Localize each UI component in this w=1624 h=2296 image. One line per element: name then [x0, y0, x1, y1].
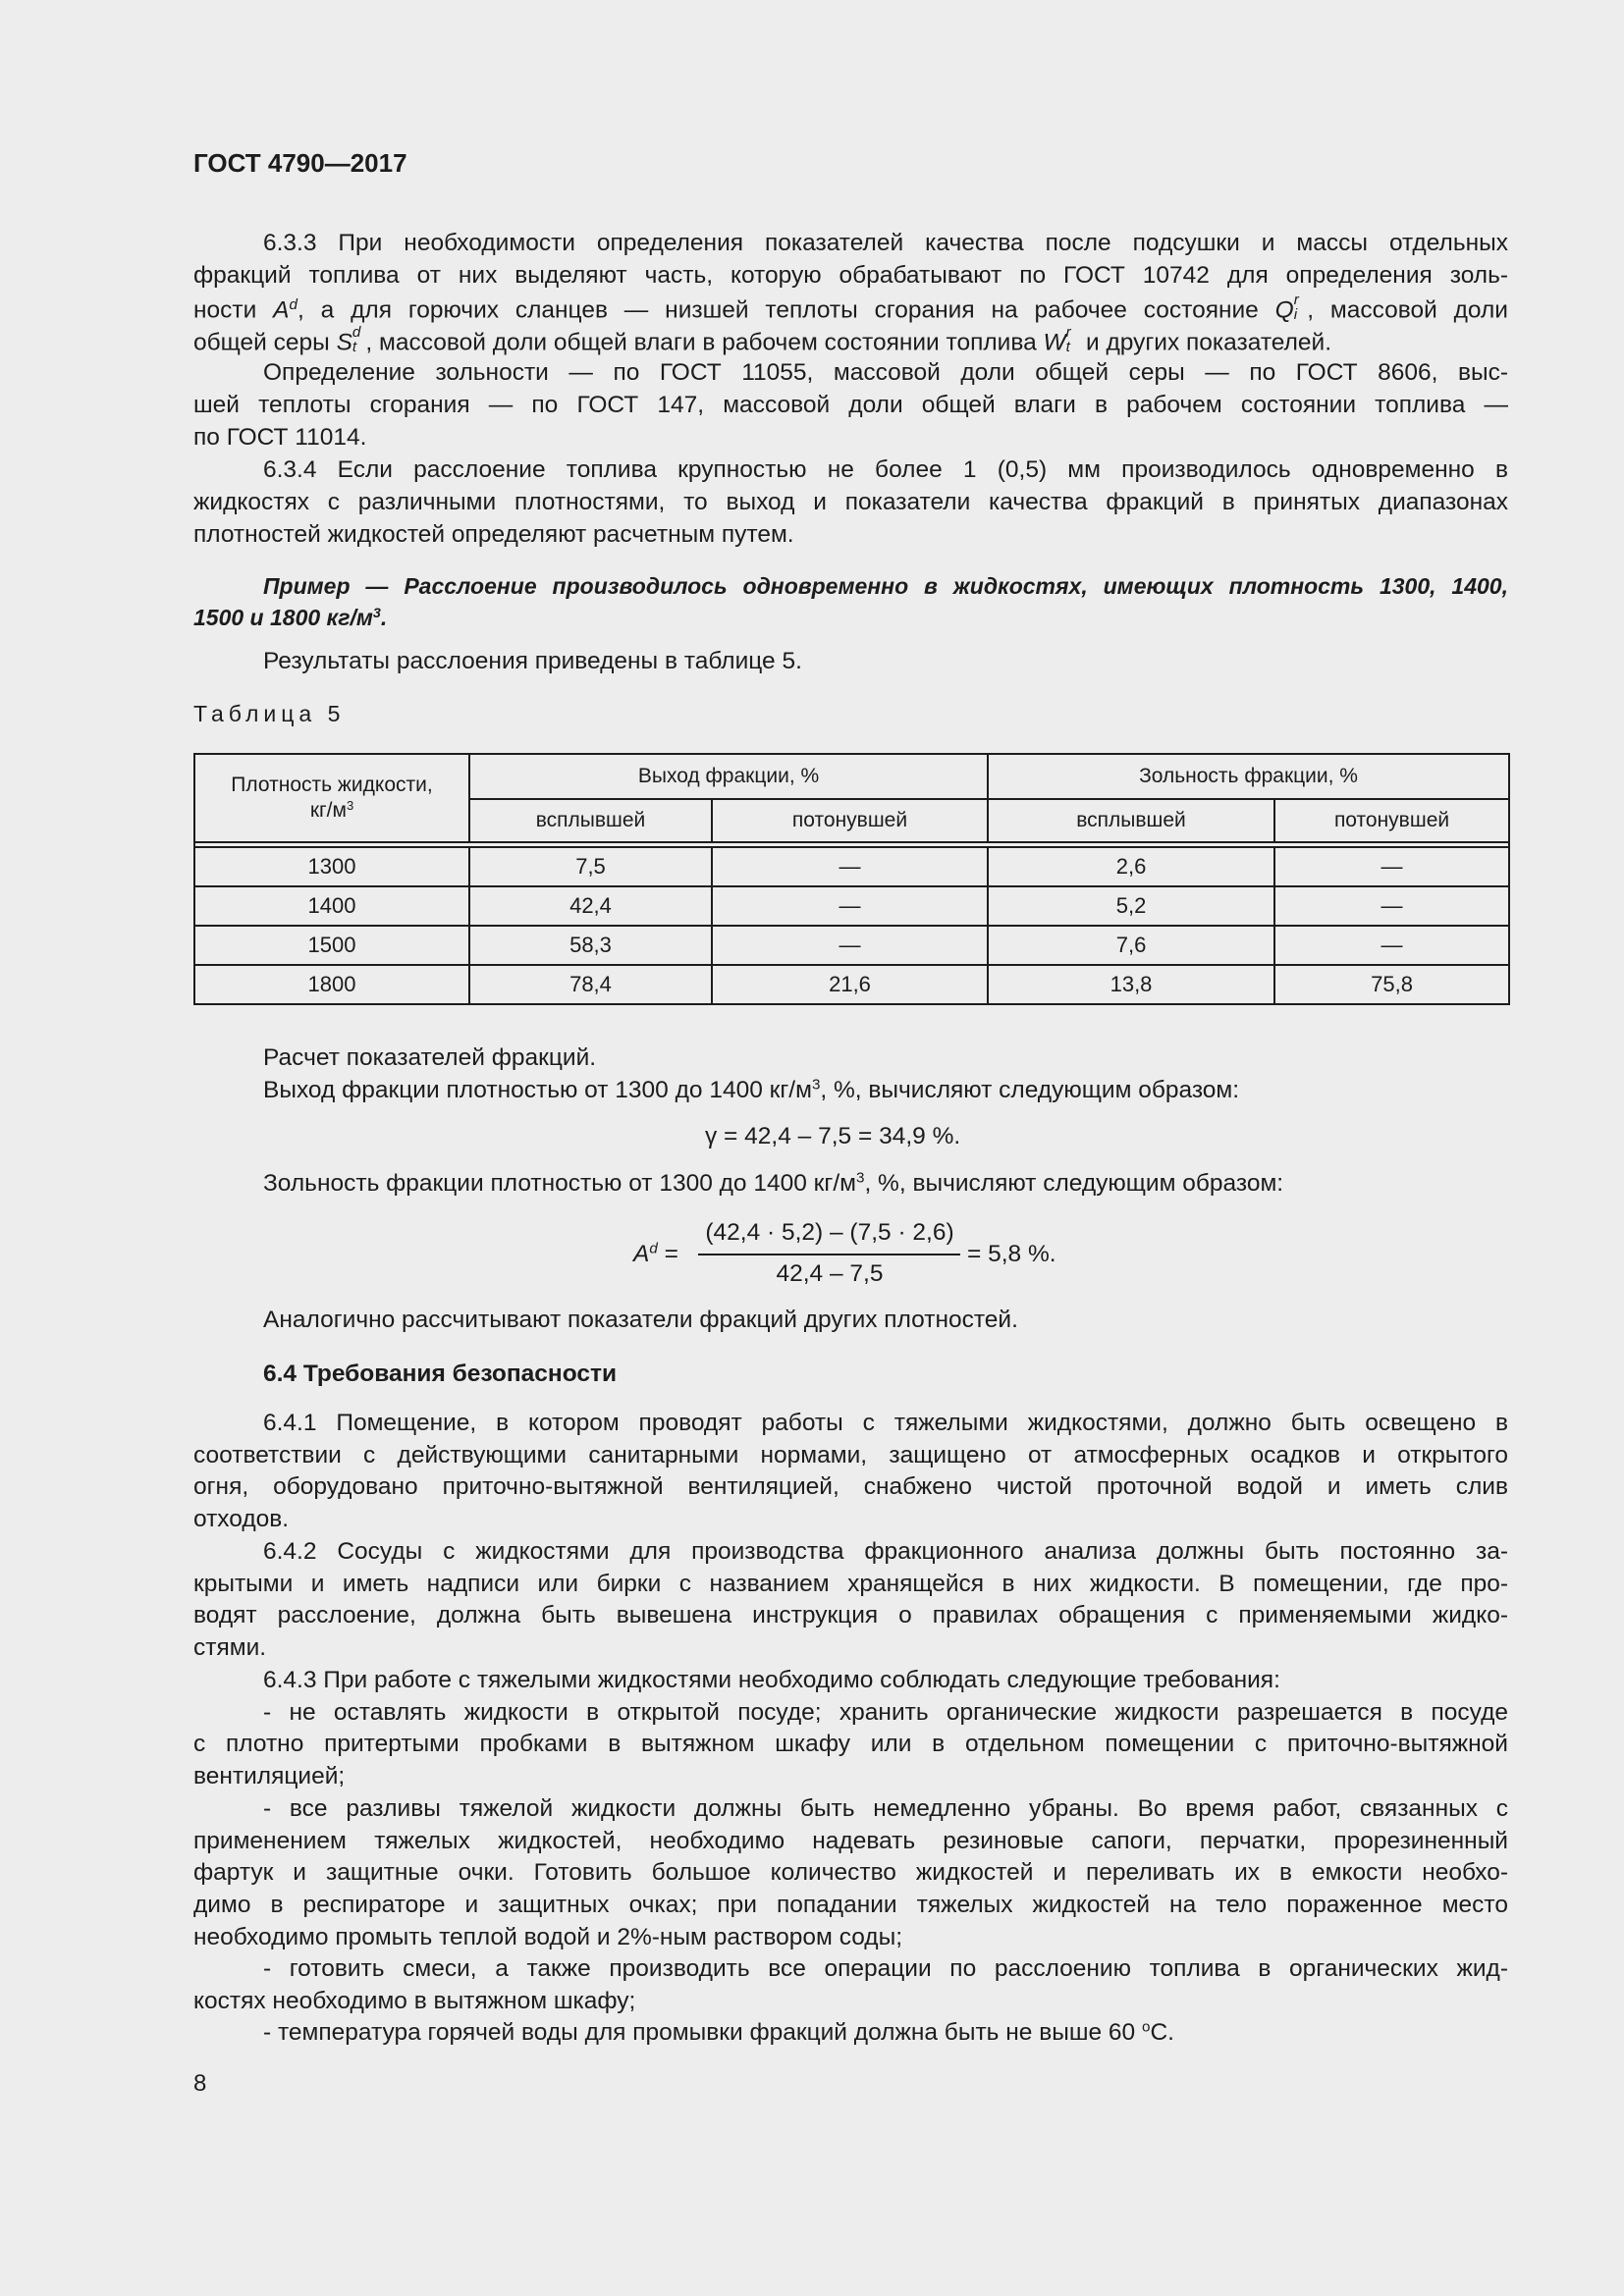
paragraph-line: огня, оборудовано приточно-вытяжной вентиляцией, снабжено чистой проточной водой и иметь слив: [193, 1473, 1508, 1500]
table-row: 1500 58,3 — 7,6 —: [194, 926, 1509, 965]
list-item-line: - все разливы тяжелой жидкости должны быть немедленно убраны. Во время работ, связанных с: [263, 1795, 1508, 1822]
symbol-moisture: W: [1043, 329, 1066, 356]
header-density: Плотность жидкости, $кг/м^3$: [194, 754, 469, 842]
paragraph-line: фракций топлива от них выделяют часть, которую обрабатывают по ГОСТ 10742 для определения золь-: [193, 262, 1508, 289]
calc-conclusion: Аналогично рассчитывают показатели фракций других плотностей.: [263, 1307, 1018, 1333]
paragraph-line: ности $A^d$, а для горючих сланцев — низшей теплоты сгорания на рабочее состояние Q r i , массовой доли: [193, 291, 1508, 324]
paragraph-line: крытыми и иметь надписи или бирки с названием хранящейся в них жидкости. В помещении, где про-: [193, 1571, 1508, 1597]
table-caption: Таблица 5: [193, 701, 346, 726]
header-yield: Выход фракции, %: [469, 754, 988, 799]
list-item-line: димо в респираторе и защитных очках; при попадании тяжелых жидкостей на тело пораженное место: [193, 1892, 1508, 1918]
table-row: 1300 7,5 — 2,6 —: [194, 847, 1509, 886]
list-item-line: - не оставлять жидкости в открытой посуде; хранить органические жидкости разрешается в посуде: [263, 1699, 1508, 1726]
header-ash: Зольность фракции, %: [988, 754, 1509, 799]
paragraph-line: по ГОСТ 11014.: [193, 424, 367, 451]
list-item-line: применением тяжелых жидкостей, необходимо надевать резиновые сапоги, перчатки, прорезиненный: [193, 1828, 1508, 1854]
paragraph-line: 6.3.3 При необходимости определения показателей качества после подсушки и массы отдельных: [263, 230, 1508, 256]
ash-equation-result: = 5,8 %.: [967, 1241, 1056, 1267]
table-5: [193, 753, 1510, 1005]
paragraph-line: отходов.: [193, 1506, 290, 1532]
calc-ash-intro: Зольность фракции плотностью от 1300 до 1400 $кг/м^3$, %, вычисляют следующим образом:: [263, 1169, 1284, 1197]
symbol-sulfur: S: [336, 329, 352, 356]
example-line: 1500 и 1800 $кг/м^3$.: [193, 605, 388, 630]
list-item-line: с плотно притертыми пробками в вытяжном шкафу или в отдельном помещении с приточно-вытяжной: [193, 1731, 1508, 1757]
paragraph-line: 6.4.3 При работе с тяжелыми жидкостями необходимо соблюдать следующие требования:: [263, 1667, 1280, 1693]
list-item-line: вентиляцией;: [193, 1763, 346, 1789]
ash-equation-numerator: (42,4 · 5,2) – (7,5 · 2,6): [705, 1219, 954, 1246]
results-text: Результаты расслоения приведены в таблице 5.: [263, 648, 802, 674]
header-ash-sunk: потонувшей: [1274, 799, 1509, 842]
paragraph-line: 6.3.4 Если расслоение топлива крупностью не более 1 (0,5) мм производилось одновременно в: [263, 456, 1508, 483]
symbol-ash: A: [273, 296, 290, 324]
list-item-line: - готовить смеси, а также производить все операции по расслоению топлива в органических жид-: [263, 1955, 1508, 1982]
document-header: ГОСТ 4790—2017: [193, 148, 407, 178]
calc-title: Расчет показателей фракций.: [263, 1044, 597, 1071]
page-number: 8: [193, 2070, 207, 2097]
fraction-bar: [698, 1254, 960, 1255]
list-item-line: костях необходимо в вытяжном шкафу;: [193, 1988, 636, 2014]
paragraph-line: стями.: [193, 1634, 267, 1661]
list-item-line: фартук и защитные очки. Готовить большое количество жидкостей и переливать их в емкости необхо-: [193, 1859, 1508, 1886]
paragraph-line: Определение зольности — по ГОСТ 11055, массовой доли общей серы — по ГОСТ 8606, выс-: [263, 359, 1508, 386]
header-yield-floated: всплывшей: [469, 799, 712, 842]
paragraph-line: плотностей жидкостей определяют расчетным путем.: [193, 521, 794, 548]
paragraph-line: 6.4.2 Сосуды с жидкостями для производства фракционного анализа должны быть постоянно за-: [263, 1538, 1508, 1565]
calc-yield-intro: Выход фракции плотностью от 1300 до 1400 $кг/м^3$, %, вычисляют следующим образом:: [263, 1076, 1240, 1103]
paragraph-line: жидкостях с различными плотностями, то выход и показатели качества фракций в принятых диапазонах: [193, 489, 1508, 515]
paragraph-line: общей серы S d t , массовой доли общей влаги в рабочем состоянии топлива W r t и других показателей.: [193, 323, 1332, 356]
paragraph-line: 6.4.1 Помещение, в котором проводят работы с тяжелыми жидкостями, должно быть освещено в: [263, 1410, 1508, 1436]
gamma-equation: γ = 42,4 – 7,5 = 34,9 %.: [705, 1123, 961, 1149]
symbol-heat: Q: [1274, 296, 1294, 324]
example-line: Пример — Расслоение производилось одновременно в жидкостях, имеющих плотность 1300, 1400,: [263, 573, 1508, 599]
paragraph-line: водят расслоение, должна быть вывешена инструкция о правилах обращения с применяемыми жидко-: [193, 1602, 1508, 1629]
list-item-line: - температура горячей воды для промывки фракций должна быть не выше 60 $^о$С.: [263, 2018, 1174, 2046]
paragraph-line: соответствии с действующими санитарными нормами, защищено от атмосферных осадков и открытого: [193, 1442, 1508, 1468]
table-row: 1800 78,4 21,6 13,8 75,8: [194, 965, 1509, 1004]
header-ash-floated: всплывшей: [988, 799, 1274, 842]
paragraph-line: шей теплоты сгорания — по ГОСТ 147, массовой доли общей влаги в рабочем состоянии топлива —: [193, 392, 1508, 418]
header-yield-sunk: потонувшей: [712, 799, 988, 842]
ash-equation-lhs: $A^d$ =: [633, 1240, 678, 1267]
ash-equation-denominator: 42,4 – 7,5: [776, 1260, 884, 1287]
list-item-line: необходимо промыть теплой водой и 2%-ным раствором соды;: [193, 1924, 903, 1950]
section-heading: 6.4 Требования безопасности: [263, 1361, 618, 1387]
table-row: 1400 42,4 — 5,2 —: [194, 886, 1509, 926]
